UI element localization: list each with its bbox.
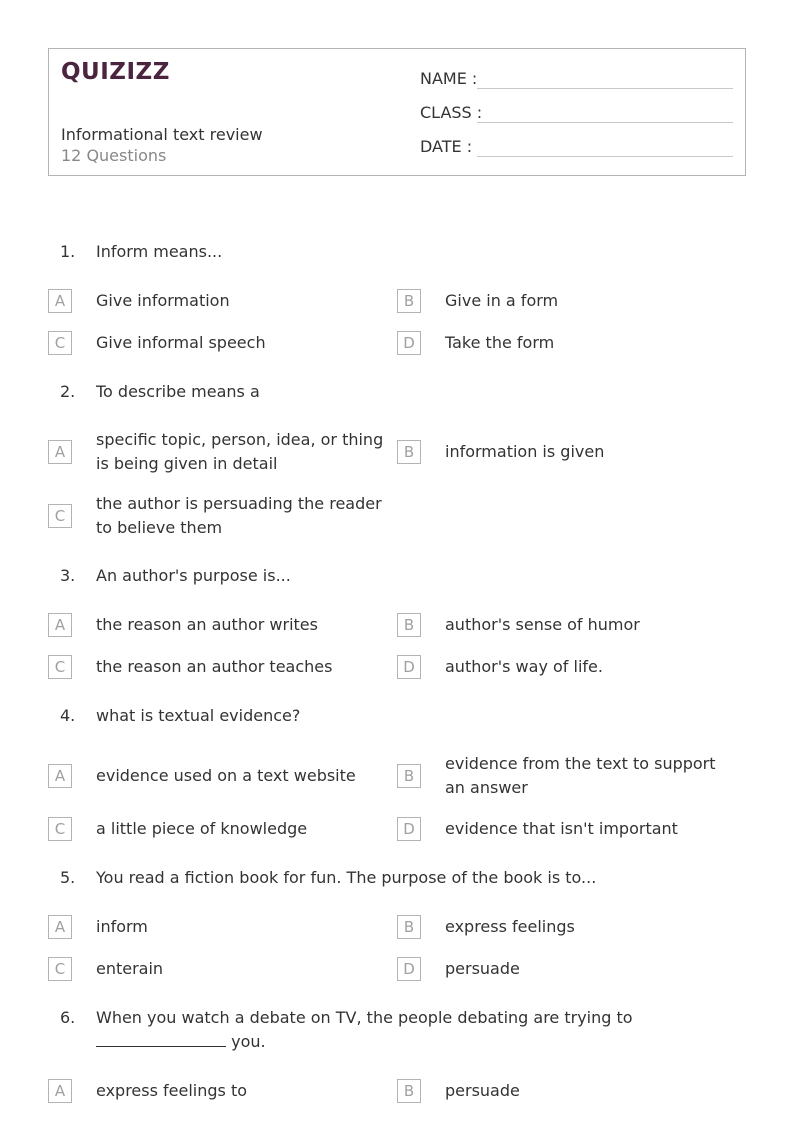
option-letter: A (48, 1079, 72, 1103)
quizizz-logo: QUIZIZZ (61, 59, 170, 85)
option-letter: B (397, 440, 421, 464)
option-letter: D (397, 331, 421, 355)
question-text (96, 1006, 728, 1054)
option-text: author's way of life. (445, 657, 603, 676)
option-letter: B (397, 1079, 421, 1103)
question-text: Inform means... (96, 242, 223, 261)
option-letter: B (397, 289, 421, 313)
option-text: evidence from the text to support an answer (445, 754, 716, 797)
option-text: the reason an author teaches (96, 657, 333, 676)
option-text: specific topic, person, idea, or thing is being given in detail (96, 430, 384, 473)
question-text: To describe means a (96, 382, 260, 401)
class-line[interactable] (477, 122, 733, 123)
class-field[interactable] (420, 103, 736, 127)
question-number: 2. (60, 382, 76, 401)
option-letter: A (48, 613, 72, 637)
option-text: express feelings to (96, 1081, 248, 1100)
option-text: persuade (445, 959, 520, 978)
worksheet-title: Informational text review (61, 125, 263, 144)
option-letter: A (48, 915, 72, 939)
option-text: evidence used on a text website (96, 766, 356, 785)
date-line[interactable] (477, 156, 733, 157)
question-text: what is textual evidence? (96, 706, 301, 725)
option-letter: B (397, 915, 421, 939)
option-letter: C (48, 655, 72, 679)
answer-blank (96, 1033, 226, 1047)
question-text-after: you. (231, 1032, 266, 1051)
option-letter: A (48, 289, 72, 313)
option-text: the author is persuading the reader to believe them (96, 494, 382, 537)
option-letter: D (397, 817, 421, 841)
option-text: information is given (445, 442, 605, 461)
option-text: Give in a form (445, 291, 559, 310)
option-text: enterain (96, 959, 164, 978)
question-number: 6. (60, 1008, 76, 1027)
name-line[interactable] (477, 88, 733, 89)
option-letter: A (48, 764, 72, 788)
option-text: persuade (445, 1081, 520, 1100)
question-text: You read a fiction book for fun. The purpose of the book is to... (96, 868, 597, 887)
option-text: Give information (96, 291, 230, 310)
question-count: 12 Questions (61, 146, 167, 165)
class-label: CLASS : (420, 103, 483, 122)
option-text: Take the form (445, 333, 555, 352)
option-letter: D (397, 655, 421, 679)
date-label: DATE : (420, 137, 473, 156)
date-field[interactable] (420, 137, 736, 161)
option-letter: A (48, 440, 72, 464)
question-text: An author's purpose is... (96, 566, 291, 585)
option-text: the reason an author writes (96, 615, 318, 634)
option-letter: C (48, 817, 72, 841)
option-text: express feelings (445, 917, 575, 936)
option-text: Give informal speech (96, 333, 266, 352)
option-letter: D (397, 957, 421, 981)
option-letter: B (397, 613, 421, 637)
name-label: NAME : (420, 69, 478, 88)
option-letter: C (48, 957, 72, 981)
question-text-before: When you watch a debate on TV, the people debating are trying to (96, 1008, 633, 1027)
question-number: 4. (60, 706, 76, 725)
option-text: inform (96, 917, 148, 936)
question-number: 5. (60, 868, 76, 887)
option-letter: C (48, 331, 72, 355)
option-text: author's sense of humor (445, 615, 640, 634)
worksheet-header (48, 48, 746, 176)
question-number: 1. (60, 242, 76, 261)
option-text: evidence that isn't important (445, 819, 678, 838)
option-text: a little piece of knowledge (96, 819, 308, 838)
name-field[interactable] (420, 69, 736, 93)
option-letter: C (48, 504, 72, 528)
question-number: 3. (60, 566, 76, 585)
option-letter: B (397, 764, 421, 788)
